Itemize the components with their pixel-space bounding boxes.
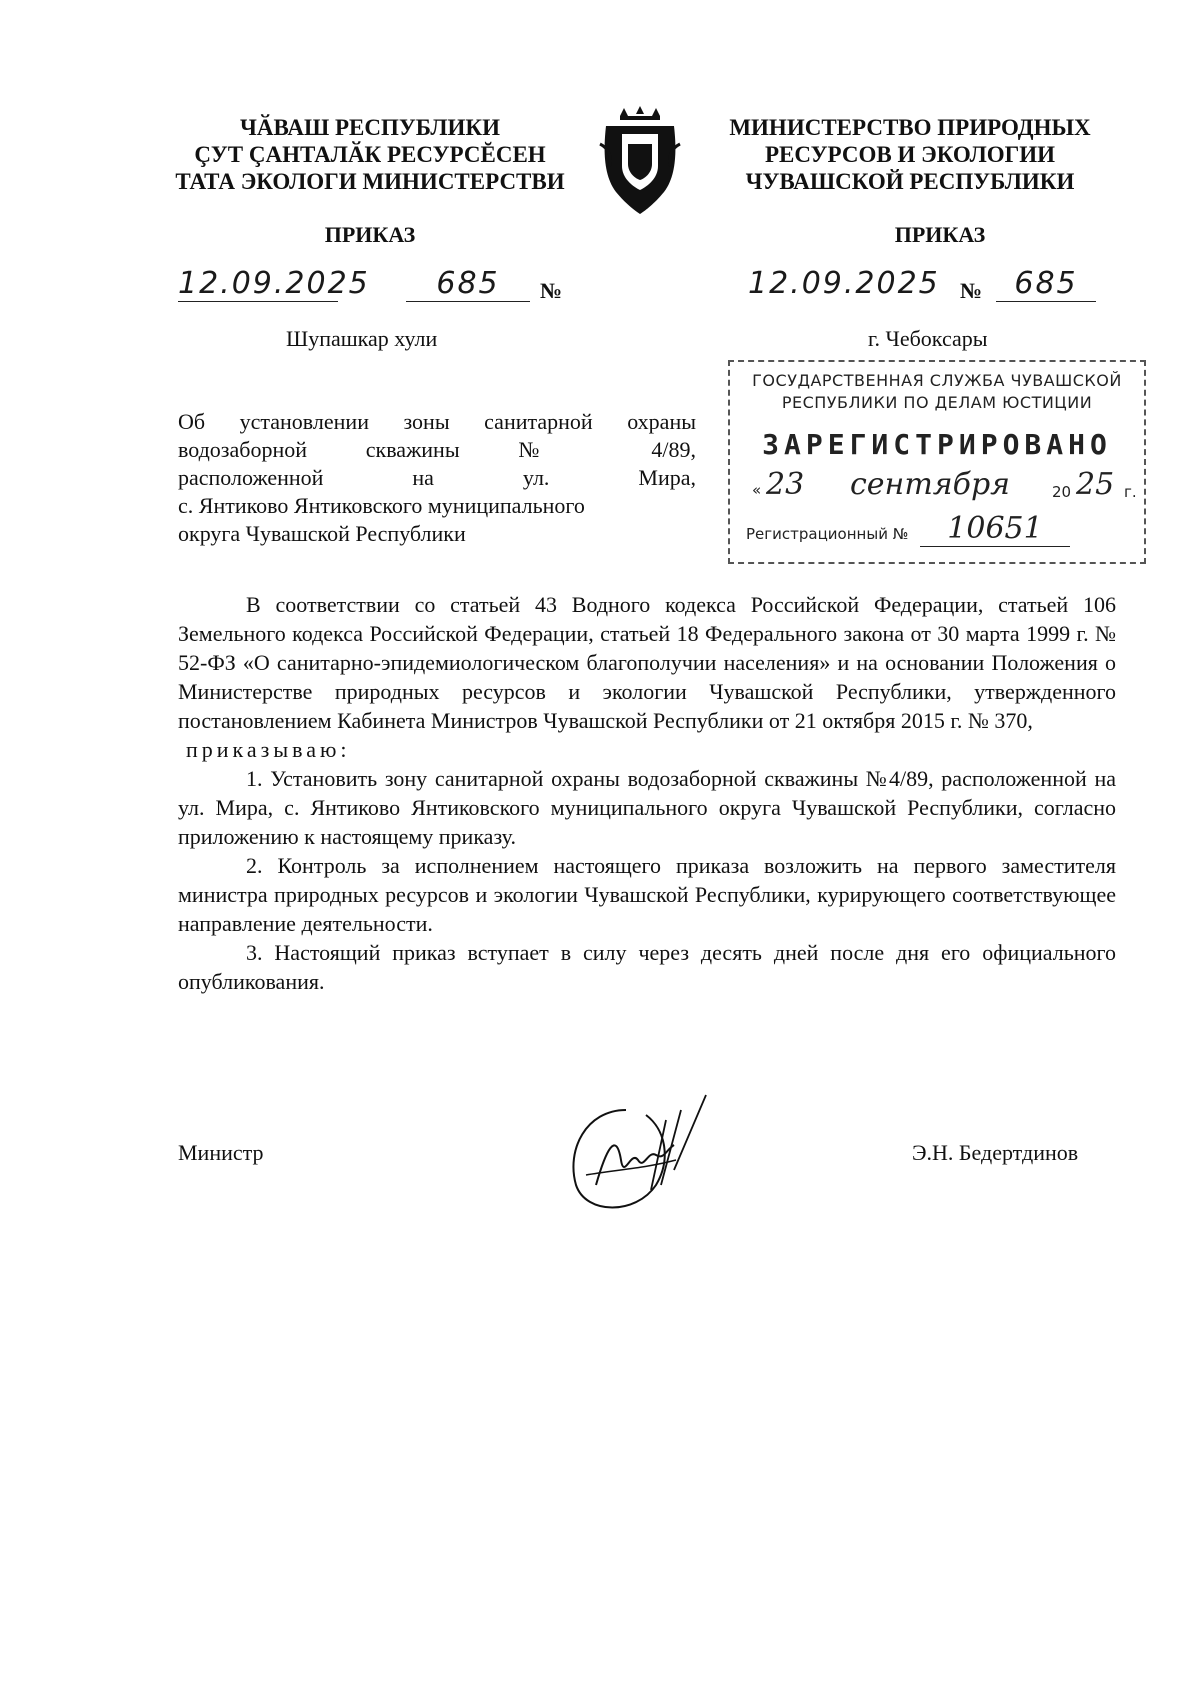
subject-line: Об установлении зоны санитарной охраны (178, 409, 696, 434)
stamp-line: РЕСПУБЛИКИ ПО ДЕЛАМ ЮСТИЦИИ (781, 393, 1093, 412)
header-left (160, 114, 580, 195)
subject-line: с. Янтиково Янтиковского муниципального (178, 493, 585, 518)
stamp-date-row (730, 467, 1144, 507)
subject-line: округа Чувашской Республики (178, 521, 466, 546)
subject-line: расположенной на ул. Мира, (178, 465, 696, 490)
preamble-paragraph: В соответствии со статьей 43 Водного кодекса Российской Федерации, статьей 106 Земельного кодекса Российской Федерации, статьей 18 Федерального закона от 30 марта 1999 г. № 52-ФЗ «О санитарно-эпидемиологическом благополучии населения» и на основании Положения о Министерстве природных ресурсов и экологии Чувашской Республики, утвержденного постановлением Кабинета Министров Чувашской Республики от 21 октября 2015 г. № 370, (178, 592, 1116, 733)
order-title-left: ПРИКАЗ (324, 222, 416, 247)
header-right-line: РЕСУРСОВ И ЭКОЛОГИИ (764, 142, 1056, 167)
stamp-year-suffix: 25 (1076, 467, 1115, 502)
header-left-line: ЧӐВАШ РЕСПУБЛИКИ (240, 115, 500, 140)
order-date-left: 12.09.2025 (178, 266, 370, 301)
header-left-line: ТАТА ЭКОЛОГИ МИНИСТЕРСТВИ (175, 169, 565, 194)
signatory-position: Министр (178, 1140, 264, 1165)
order-item: 2. Контроль за исполнением настоящего приказа возложить на первого заместителя министра природных ресурсов и экологии Чувашской Республики, курирующего соответствующее направление деятельности. (178, 853, 1116, 936)
signatory-name: Э.Н. Бедертдинов (912, 1140, 1079, 1165)
order-subject (178, 408, 696, 548)
stamp-year-prefix: 20 (1052, 483, 1072, 501)
order-date-right: 12.09.2025 (748, 266, 940, 301)
stamp-day: 23 (766, 467, 805, 502)
order-number-left: 685 (406, 266, 530, 302)
city-left: Шупашкар хули (286, 326, 438, 351)
number-sign-right: № (960, 278, 983, 303)
stamp-line: ГОСУДАРСТВЕННАЯ СЛУЖБА ЧУВАШСКОЙ (752, 371, 1122, 390)
stamp-year-letter: г. (1124, 483, 1137, 501)
order-word: приказываю: (186, 737, 351, 762)
stamp-reg-row (730, 511, 1144, 551)
stamp-quote: « (752, 481, 762, 499)
header-right-line: МИНИСТЕРСТВО ПРИРОДНЫХ (729, 115, 1091, 140)
order-item: 1. Установить зону санитарной охраны водозаборной скважины №4/89, расположенной на ул. Мира, с. Янтиково Янтиковского муниципального округа Чувашской Республики, согласно приложению к настоящему приказу. (178, 766, 1116, 849)
city-right: г. Чебоксары (868, 326, 988, 351)
stamp-month: сентября (850, 467, 1011, 502)
header-right-line: ЧУВАШСКОЙ РЕСПУБЛИКИ (745, 169, 1075, 194)
header-right (700, 114, 1120, 195)
registration-stamp (728, 360, 1146, 564)
subject-line: водозаборной скважины № 4/89, (178, 437, 696, 462)
order-title-right: ПРИКАЗ (894, 222, 986, 247)
stamp-reg-number: 10651 (920, 511, 1070, 547)
order-item: 3. Настоящий приказ вступает в силу через десять дней после дня его официального опубликования. (178, 940, 1116, 994)
header-left-line: ÇУТ ÇАНТАЛӐК РЕСУРСĔСЕН (194, 142, 546, 167)
order-number-right: 685 (996, 266, 1096, 302)
coat-of-arms-emblem (598, 104, 682, 216)
order-body (178, 590, 1116, 996)
stamp-status: ЗАРЕГИСТРИРОВАНО (762, 428, 1112, 461)
handwritten-signature (556, 1090, 716, 1220)
stamp-reg-label: Регистрационный № (746, 525, 909, 543)
number-sign-left: № (540, 278, 563, 303)
